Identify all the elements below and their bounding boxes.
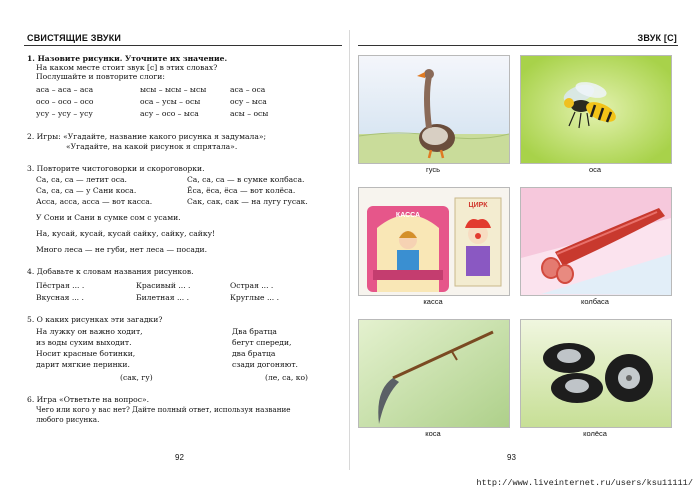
syllable: оса – усы – осы [140, 97, 201, 106]
caption-ticket-office: касса [423, 297, 443, 306]
riddle-line: два братца [232, 349, 276, 358]
riddle-line: Два братца [232, 327, 277, 336]
riddle-answer: (сак, гу) [120, 373, 153, 382]
caption-scythe: коса [425, 429, 441, 438]
syllable: осо – осо – осо [36, 97, 94, 106]
riddle-line: дарит мягкие перинки. [36, 360, 130, 369]
ex6-line-3: любого рисунка. [36, 415, 100, 424]
phrase: Круглые ... . [230, 293, 280, 302]
caption-sausage: колбаса [581, 297, 609, 306]
tongue-twister: Асса, асса, асса — вот касса. [36, 197, 153, 206]
page-number-left: 92 [175, 453, 184, 462]
caption-wasp: оса [588, 165, 602, 174]
syllable: аса – аса – аса [36, 85, 94, 94]
tongue-twister: Ёса, ёса, ёса — вот колёса. [187, 186, 296, 195]
phrase: Острая ... . [230, 281, 274, 290]
left-header: СВИСТЯЩИЕ ЗВУКИ [27, 33, 122, 43]
riddle-line: Носит красные ботинки, [36, 349, 136, 358]
header-rule [358, 45, 678, 46]
ticket-office-icon [358, 187, 510, 296]
right-header: ЗВУК [С] [637, 33, 677, 43]
caption-goose: гусь [425, 165, 441, 174]
wasp-icon [520, 55, 672, 164]
goose-icon [358, 55, 510, 164]
ex1-line-3: Послушайте и повторите слоги: [36, 72, 165, 81]
ex5-title: 5. О каких рисунках эти загадки? [27, 315, 163, 324]
watermark-url: http://www.liveinternet.ru/users/ksu11111/ [476, 478, 693, 488]
ex1-line-1: 1. Назовите рисунки. Уточните их значение. [27, 54, 228, 63]
riddle-line: бегут спереди, [232, 338, 292, 347]
phrase: Вкусная ... . [36, 293, 84, 302]
riddle-line: сзади догоняют. [232, 360, 298, 369]
sign-circus: ЦИРК [468, 202, 488, 209]
ex2-line-1: 2. Игры: «Угадайте, название какого рисунка я задумала»; [27, 132, 267, 141]
caption-wheels: колёса [583, 429, 607, 438]
ex4-title: 4. Добавьте к словам названия рисунков. [27, 267, 194, 276]
scythe-icon [358, 319, 510, 428]
syllable: усу – усу – усу [36, 109, 93, 118]
tongue-twister: Много леса — не губи, нет леса — посади. [36, 245, 208, 254]
syllable: асы – осы [230, 109, 269, 118]
tongue-twister: Са, са, са — летит оса. [36, 175, 127, 184]
tongue-twister: Сак, сак, сак — на лугу гусак. [187, 197, 308, 206]
wheels-icon [520, 319, 672, 428]
ex3-title: 3. Повторите чистоговорки и скороговорки. [27, 164, 205, 173]
syllable: осу – ыса [230, 97, 267, 106]
ex2-line-2: «Угадайте, на какой рисунок я спрятала». [66, 142, 238, 151]
ex1-line-2: На каком месте стоит звук [с] в этих словах? [36, 63, 218, 72]
phrase: Билетная ... . [136, 293, 190, 302]
phrase: Красивый ... . [136, 281, 191, 290]
syllable: аса – оса [230, 85, 266, 94]
sausage-icon [520, 187, 672, 296]
tongue-twister: На, кусай, кусай, кусай сайку, сайку, сайку! [36, 229, 216, 238]
riddle-line: На лужку он важно ходит, [36, 327, 143, 336]
ex6-line-1: 6. Игра «Ответьте на вопрос». [27, 395, 150, 404]
sign-kassa: КАССА [395, 212, 421, 219]
tongue-twister: У Сони и Сани в сумке сом с усами. [36, 213, 181, 222]
phrase: Пёстрая ... . [36, 281, 85, 290]
syllable: ысы – ысы – ысы [140, 85, 207, 94]
page-number-right: 93 [507, 453, 516, 462]
tongue-twister: Са, са, са — в сумке колбаса. [187, 175, 305, 184]
right-page [350, 0, 699, 494]
header-rule [24, 45, 342, 46]
syllable: асу – осо – ыса [140, 109, 199, 118]
riddle-line: из воды сухим выходит. [36, 338, 132, 347]
riddle-answer: (ле, са, ко) [265, 373, 308, 382]
tongue-twister: Са, са, са — у Сани коса. [36, 186, 137, 195]
ex6-line-2: Чего или кого у вас нет? Дайте полный ответ, используя название [36, 405, 291, 414]
